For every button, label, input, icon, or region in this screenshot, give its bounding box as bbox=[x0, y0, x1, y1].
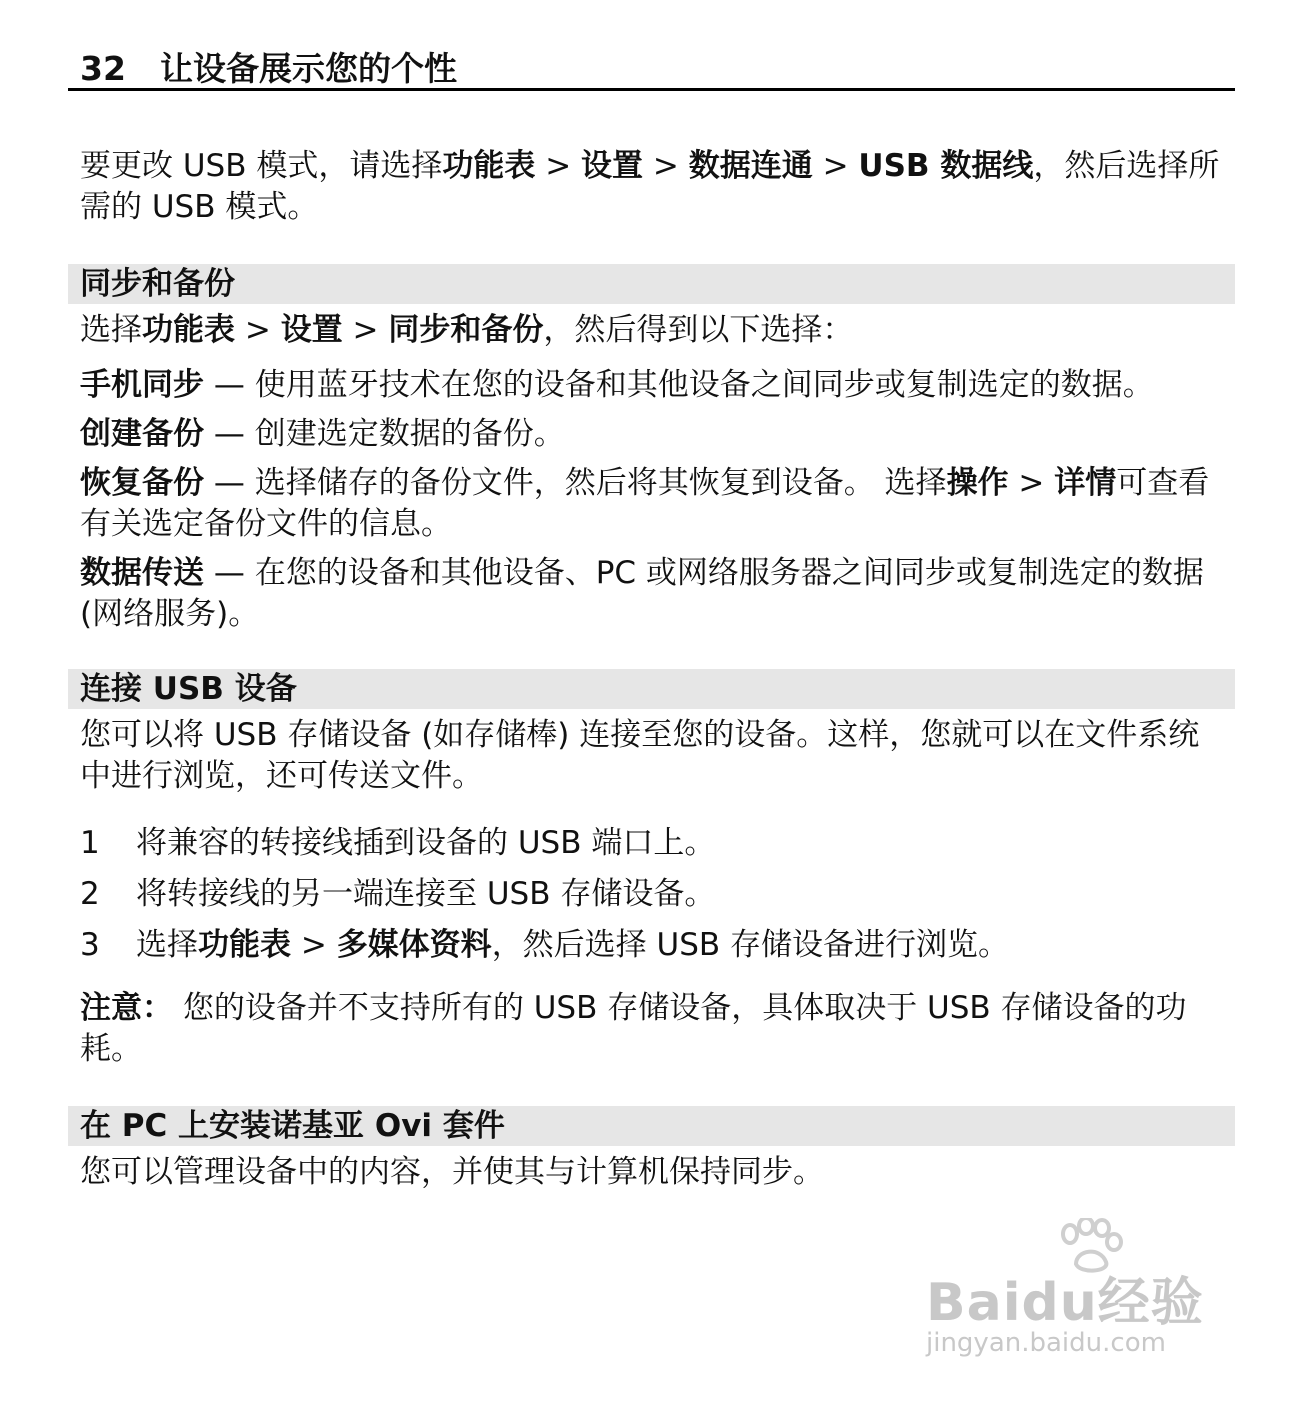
usb-step-1: 1 将兼容的转接线插到设备的 USB 端口上。 bbox=[80, 825, 716, 861]
page-content bbox=[80, 146, 1230, 1193]
sync-item-data-transfer: 数据传送 — 在您的设备和其他设备、PC 或网络服务器之间同步或复制选定的数据 (网络服务)。 bbox=[80, 555, 1204, 632]
baidu-watermark bbox=[926, 1218, 1226, 1368]
chapter-title: 让设备展示您的个性 bbox=[160, 49, 457, 88]
section-heading-ovi: 在 PC 上安装诺基亚 Ovi 套件 bbox=[68, 1106, 1235, 1146]
section-heading-sync: 同步和备份 bbox=[68, 264, 1235, 304]
page-header bbox=[68, 40, 1235, 91]
sync-item-phone: 手机同步 — 使用蓝牙技术在您的设备和其他设备之间同步或复制选定的数据。 bbox=[80, 367, 1154, 403]
usb-intro: 您可以将 USB 存储设备 (如存储棒) 连接至您的设备。这样，您就可以在文件系统中进行浏览，还可传送文件。 bbox=[80, 717, 1200, 794]
usb-step-3: 3 选择功能表 > 多媒体资料，然后选择 USB 存储设备进行浏览。 bbox=[80, 927, 1010, 963]
section-heading-usb: 连接 USB 设备 bbox=[68, 669, 1235, 709]
usb-mode-paragraph: 要更改 USB 模式，请选择功能表 > 设置 > 数据连通 > USB 数据线，然后选择所需的 USB 模式。 bbox=[80, 148, 1220, 225]
page-number: 32 bbox=[80, 49, 126, 88]
sync-intro: 选择功能表 > 设置 > 同步和备份，然后得到以下选择： bbox=[80, 312, 854, 348]
watermark-url: jingyan.baidu.com bbox=[926, 1328, 1166, 1358]
ovi-intro: 您可以管理设备中的内容，并使其与计算机保持同步。 bbox=[80, 1154, 824, 1190]
watermark-brand: Baidu经验 bbox=[926, 1273, 1204, 1333]
usb-step-2: 2 将转接线的另一端连接至 USB 存储设备。 bbox=[80, 876, 716, 912]
usb-note: 注意： 您的设备并不支持所有的 USB 存储设备，具体取决于 USB 存储设备的功耗。 bbox=[80, 990, 1187, 1067]
sync-item-restore-backup: 恢复备份 — 选择储存的备份文件，然后将其恢复到设备。 选择操作 > 详情可查看有关选定备份文件的信息。 bbox=[80, 465, 1210, 542]
sync-item-create-backup: 创建备份 — 创建选定数据的备份。 bbox=[80, 416, 565, 452]
